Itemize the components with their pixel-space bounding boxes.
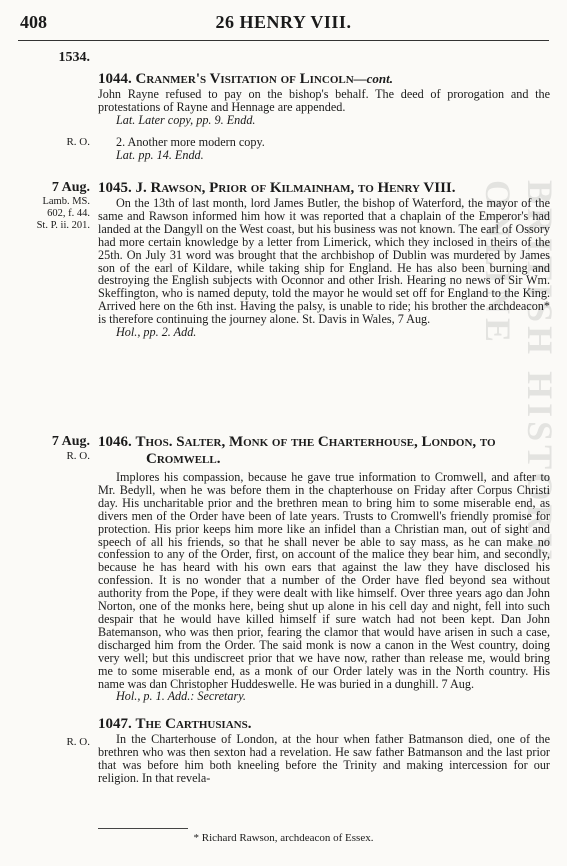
entry-title-line2: Cromwell. <box>146 451 221 467</box>
entry-title: Cranmer's Visitation of Lincoln <box>135 71 354 87</box>
entry-1046-margin <box>20 434 90 462</box>
entry-1044-sub <box>98 136 550 162</box>
entry-sub-note: Lat. pp. 14. Endd. <box>116 147 204 162</box>
entry-1046 <box>98 434 550 703</box>
entry-1045 <box>98 180 550 339</box>
entry-title: J. Rawson, Prior of Kilmainham, to Henry VIII. <box>135 180 456 196</box>
entry-heading <box>98 716 550 733</box>
entry-title-suffix: —cont. <box>353 71 394 86</box>
footnote-rule <box>98 828 188 829</box>
entry-text: John Rayne refused to pay on the bishop's behalf. The deed of prorogation and the protestations of Rayne and Hennage are appended. <box>98 87 550 114</box>
source-ref: R. O. <box>66 736 90 748</box>
entry-number: 1045. <box>98 180 132 196</box>
running-title: 26 HENRY VIII. <box>215 12 352 32</box>
source-ref: Lamb. MS. <box>42 196 90 207</box>
source-ref: R. O. <box>66 450 90 462</box>
entry-note: Lat. Later copy, pp. 9. Endd. <box>116 112 256 127</box>
year-marker: 1534. <box>58 50 90 65</box>
entry-text: On the 13th of last month, lord James Butler, the bishop of Waterford, the mayor of the same and Rawson informed him how it was reported that a chaplain of the Emperor's had landed at the Dangyll on the West coast, but his business was not known. The earl of Ossory had more certain knowledge by a letter from Limerick, which they inclosed in theirs of the 25th. On July 31 word was brought that the archbishop of Dublin was murdered by James son of the earl of Kildare, while taking ship for England. He has also been burning and destroying the English subjects with Oconnor and other Irish. Hearing no news of Sir Wm. Skeffington, who is named deputy, told the mayor he would set off for England to the King. Arrived here on the 6th inst. Having the palsy, is unable to ride; his brother the archdeacon* is therefore continuing the journey alone. St. Davis in Wales, 7 Aug. <box>98 196 550 327</box>
entry-number: 1047. <box>98 716 132 732</box>
entry-number: 1046. <box>98 434 132 450</box>
source-ref: 602, f. 44. <box>47 208 90 219</box>
footnote: * Richard Rawson, archdeacon of Essex. <box>193 832 374 844</box>
page-header <box>0 8 567 36</box>
entry-note: Hol., pp. 2. Add. <box>116 325 197 340</box>
entry-text: Implores his compassion, because he gave true information to Cromwell, and after to Mr. Bedyll, when he was before them in the chapterhouse on Friday after Corpus Christi day. His uncharitable prior and the brethren mean to bring him to some miserable end, as divers men of the Order have been of late years. Trusts to Cromwell's friendly promise for protection. His prior keeps him more like an infidel than a Christian man, out of sight and speech of all his friends, so that he shall never be able to say mass, as he can make no confession to any of the Order, first, on account of the malice they bear him, and secondly, because he has heard with his own ears that against the law they have disclosed his confession. It is no wonder that a number of the Order have fled beyond sea without authority from the Pope, if they were dealt with like himself. Over three years ago dan John Norton, one of the monks here, being shut up alone in his cell day and night, fell into such despair that he would have killed himself if sure watch had not been kept. Dan John Batemanson, who was then prior, fearing the clamor that would have arisen in such a case, discharged him from the Order. The said monk is now a canon in the West country, doing very well; but this undiscreet prior that we have now, rather than release me, would bring me to some miserable end, as a monk of our Order lately was in the North country. His name was dan Christopher Huddeswelle. He was buried in a dunghill. 7 Aug. <box>98 470 550 691</box>
entry-title: The Carthusians. <box>135 716 252 732</box>
entry-number: 1044. <box>98 71 132 87</box>
watermark: BRITISH HISTORY ONLINE <box>478 180 560 562</box>
entry-1045-margin <box>20 180 90 232</box>
page-number: 408 <box>20 12 47 32</box>
entry-heading <box>98 180 550 197</box>
entry-sub-text: 2. Another more modern copy. <box>116 135 265 149</box>
entry-1044-sub-margin: R. O. <box>66 136 90 148</box>
entry-date: 7 Aug. <box>51 180 90 195</box>
entry-date: 7 Aug. <box>51 434 90 449</box>
source-ref: St. P. ii. 201. <box>36 220 90 231</box>
entry-note: Hol., p. 1. Add.: Secretary. <box>116 689 246 704</box>
entry-title: Thos. Salter, Monk of the Charterhouse, London, to <box>135 434 496 450</box>
entry-1047-margin <box>20 736 90 748</box>
header-rule <box>18 40 549 41</box>
entry-text: In the Charterhouse of London, at the hour when father Batmanson died, one of the brethren who was then sexton had a revelation. He saw father Batmanson and the last prior that was before him both kneeling before the Trinity and making intercession for our religion. In that revela- <box>98 732 550 785</box>
entry-heading <box>98 70 550 88</box>
entry-1044 <box>98 70 550 127</box>
entry-1047 <box>98 716 550 785</box>
entry-heading <box>98 434 550 451</box>
